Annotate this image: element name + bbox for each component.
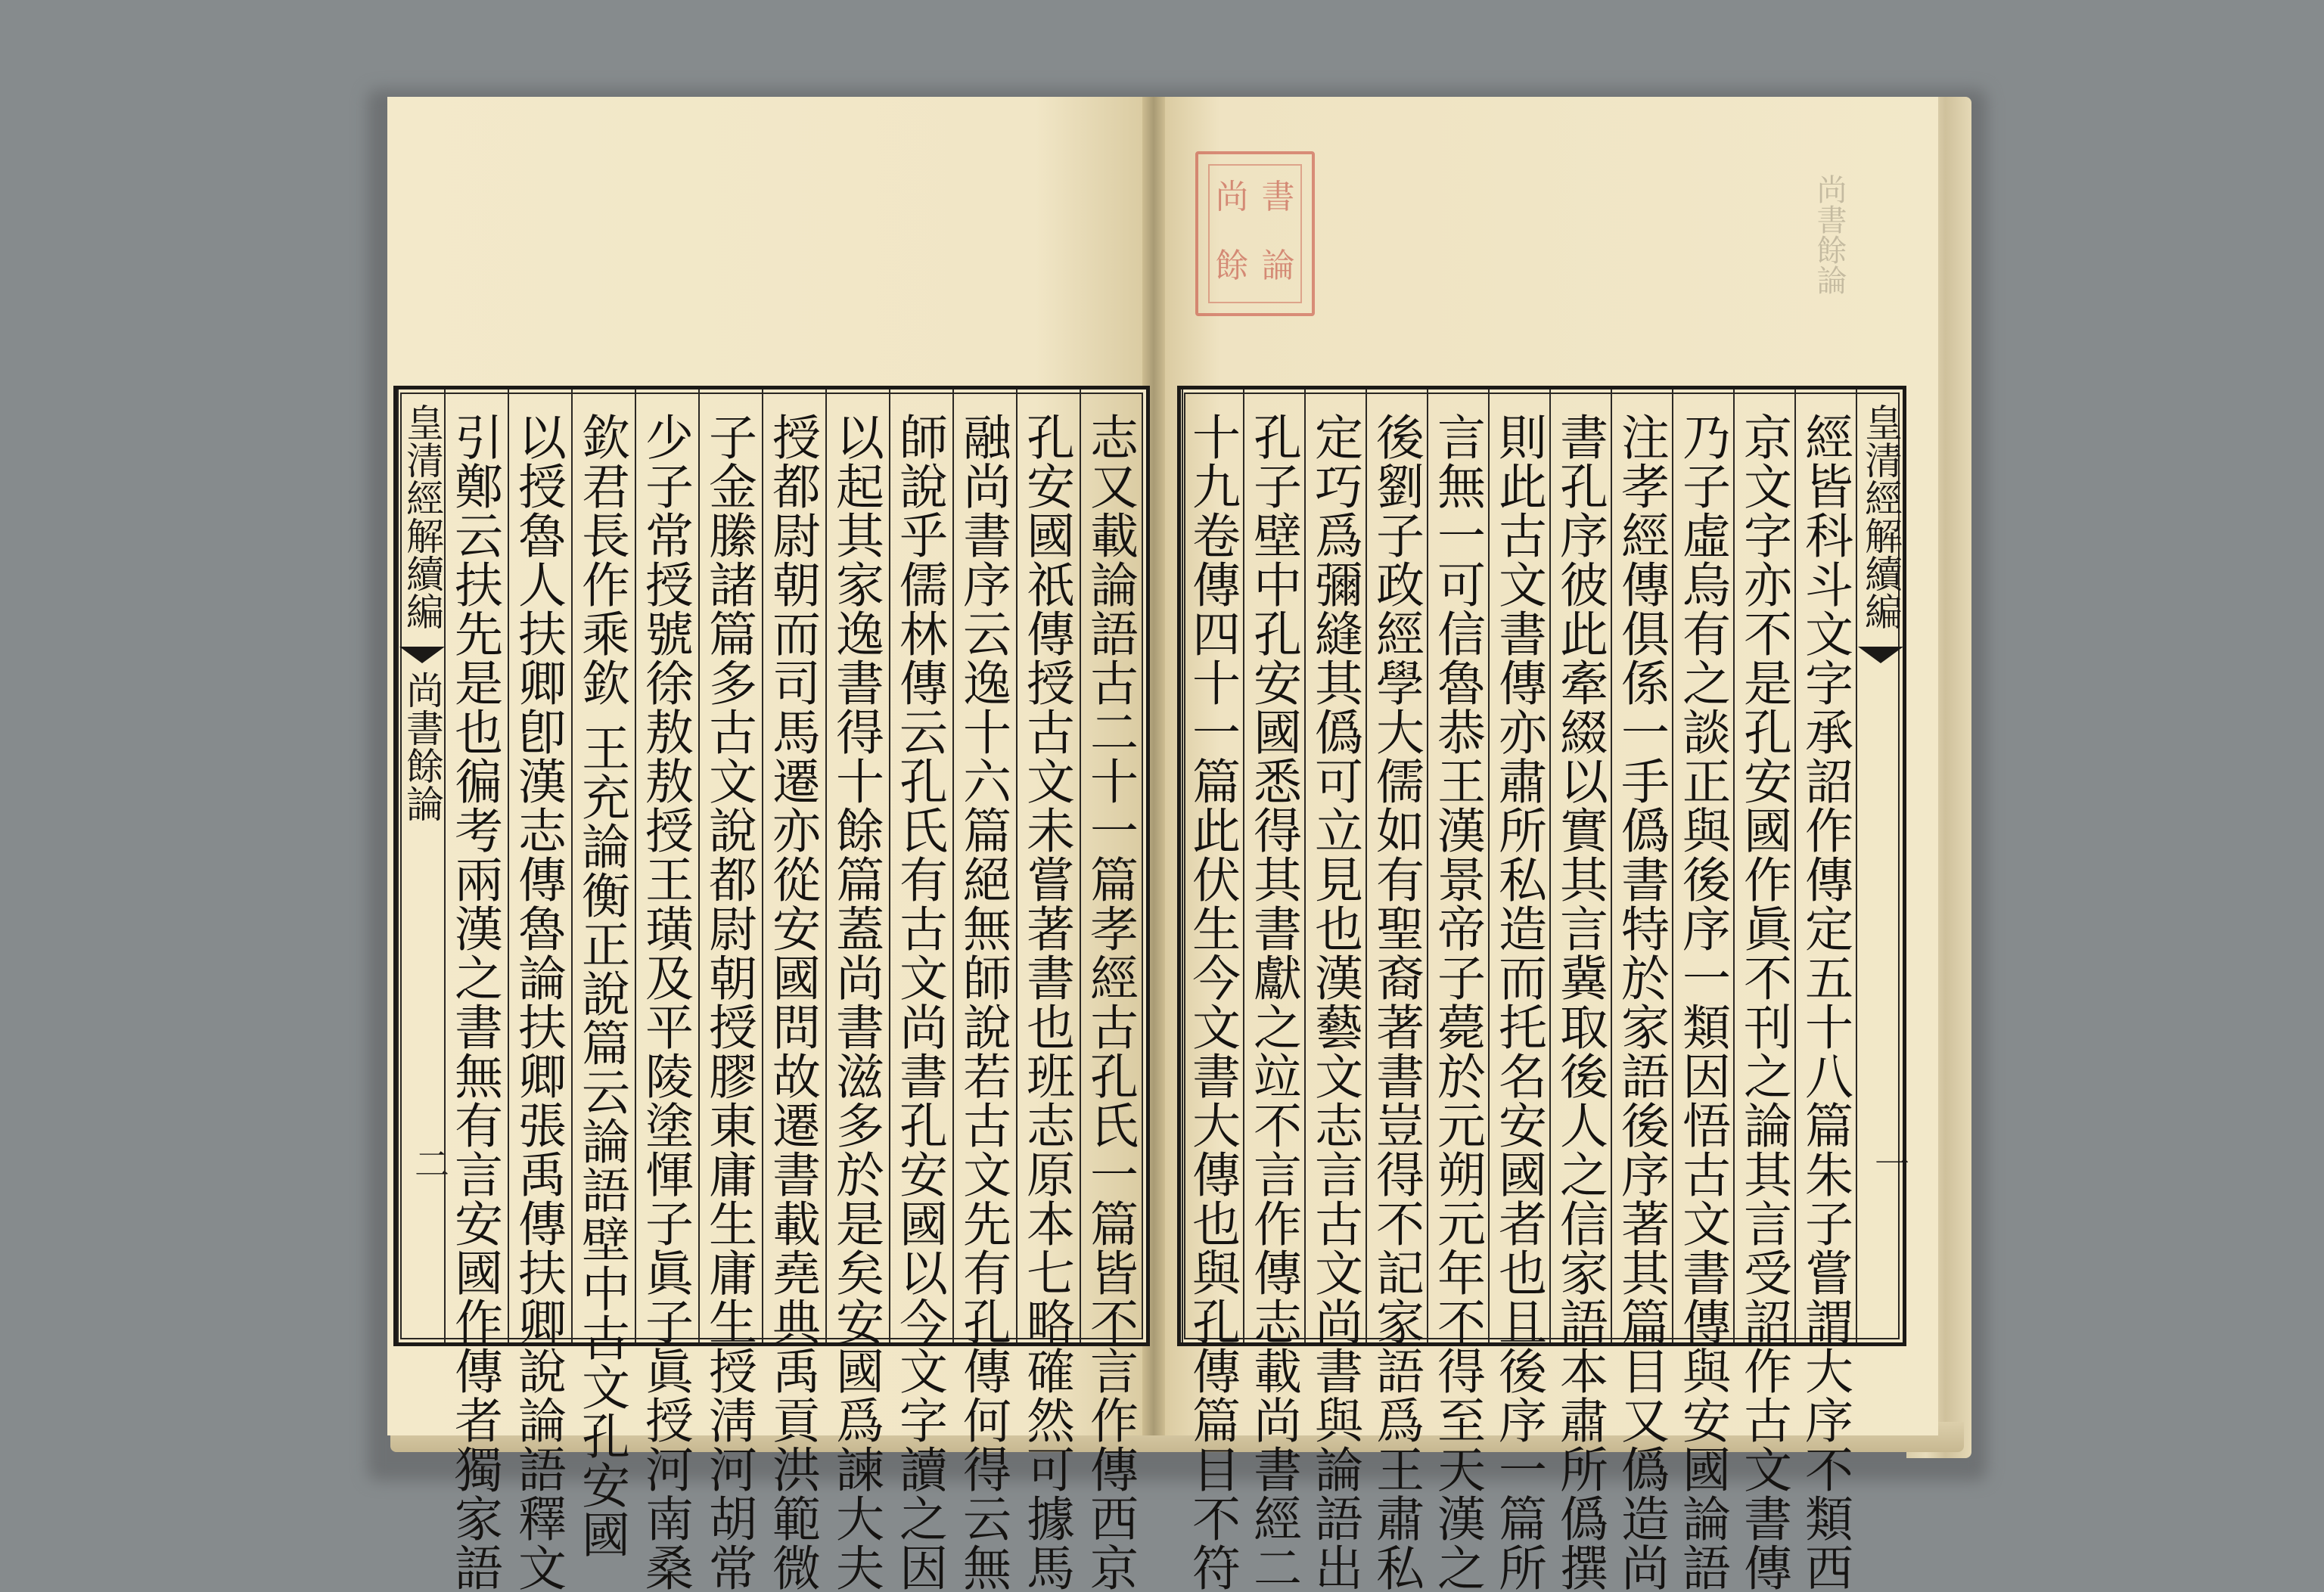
text-column: 授都尉朝而司馬遷亦從安國問故遷書載堯典禹貢洪範微: [764, 412, 820, 1592]
fish-tail-mark: [399, 647, 445, 663]
right-page-number: 一: [1869, 1146, 1910, 1181]
text-column: 注孝經傳俱係一手僞書特於家語後序著其篇目又僞造尚: [1613, 412, 1669, 1592]
text-column: 後劉子政經學大儒如有聖裔著書豈得不記家語爲王肅私: [1368, 412, 1424, 1592]
left-page-number: 二: [409, 1146, 450, 1181]
text-column: 融尚書序云逸十六篇絕無師說若古文先有孔傳何得云無: [955, 412, 1011, 1592]
left-page-banxin: [397, 389, 450, 1342]
text-column: 少子常授號徐敖敖授王璜及平陵塗惲子眞子眞授河南桑: [637, 412, 693, 1592]
text-column: 經皆科斗文字承詔作傳定五十八篇朱子嘗謂大序不類西: [1797, 412, 1853, 1592]
seal-char: 尚: [1215, 178, 1249, 216]
text-column: 乃子虛烏有之談正與後序一類因悟古文書傳與安國論語: [1674, 412, 1730, 1592]
text-column: 師說乎儒林傳云孔氏有古文尚書孔安國以今文字讀之因: [891, 412, 947, 1592]
text-column: 書孔序彼此牽綴以實其言冀取後人之信家語本肅所僞撰: [1552, 412, 1608, 1592]
seal-char: 書: [1261, 178, 1295, 216]
text-column: 以起其家逸書得十餘篇蓋尚書滋多於是矣安國爲諫大夫: [828, 412, 884, 1592]
seal-characters: [1208, 164, 1302, 303]
text-column: 孔子壁中孔安國悉得其書獻之竝不言作傳志載尚書經二: [1245, 412, 1301, 1592]
text-column: 孔安國祇傳授古文未嘗著書也班志原本七略確然可據馬: [1018, 412, 1074, 1592]
text-column: 則此古文書傳亦肅所私造而托名安國者也且後序一篇所: [1490, 412, 1546, 1592]
banxin-section-title: 尚書餘論: [400, 671, 444, 822]
fish-tail-mark: [1858, 647, 1903, 663]
text-column: 子金縢諸篇多古文說都尉朝授膠東庸生庸生授淸河胡常: [701, 412, 757, 1592]
text-column: 言無一可信魯恭王漢景帝子薨於元朔元年不得至天漢之: [1429, 412, 1485, 1592]
right-page-banxin: [1856, 389, 1910, 1342]
text-column: 十九卷傳四十一篇此伏生今文書大傳也與孔傳篇目不符: [1184, 412, 1240, 1592]
seal-char: 論: [1261, 247, 1295, 285]
banxin-book-title: 皇清經解續編: [1859, 403, 1903, 630]
red-seal-stamp: [1195, 151, 1315, 316]
text-column: 引鄭云扶先是也徧考兩漢之書無有言安國作傳者獨家語: [446, 412, 502, 1592]
text-column: 欽君長作乘欽 王充論衡正說篇云論語壁中古文孔安國: [573, 412, 629, 1559]
text-column: 京文字亦不是孔安國作眞不刊之論其言受詔作古文書傳: [1735, 412, 1791, 1592]
text-column: 以授魯人扶卿卽漢志傳魯論扶卿張禹傳扶卿說論語釋文: [510, 412, 566, 1592]
banxin-book-title: 皇清經解續編: [400, 403, 444, 630]
right-text-frame: [1177, 386, 1910, 1592]
text-column: 定巧爲彌縫其僞可立見也漢藝文志言古文尚書與論語出: [1306, 412, 1362, 1592]
left-text-frame: [393, 386, 1150, 1592]
faint-handwritten-note: 尚書餘論: [1812, 174, 1847, 295]
seal-char: 餘: [1215, 247, 1249, 285]
text-column: 志又載論語古二十一篇孝經古孔氏一篇皆不言作傳西京: [1082, 412, 1138, 1592]
